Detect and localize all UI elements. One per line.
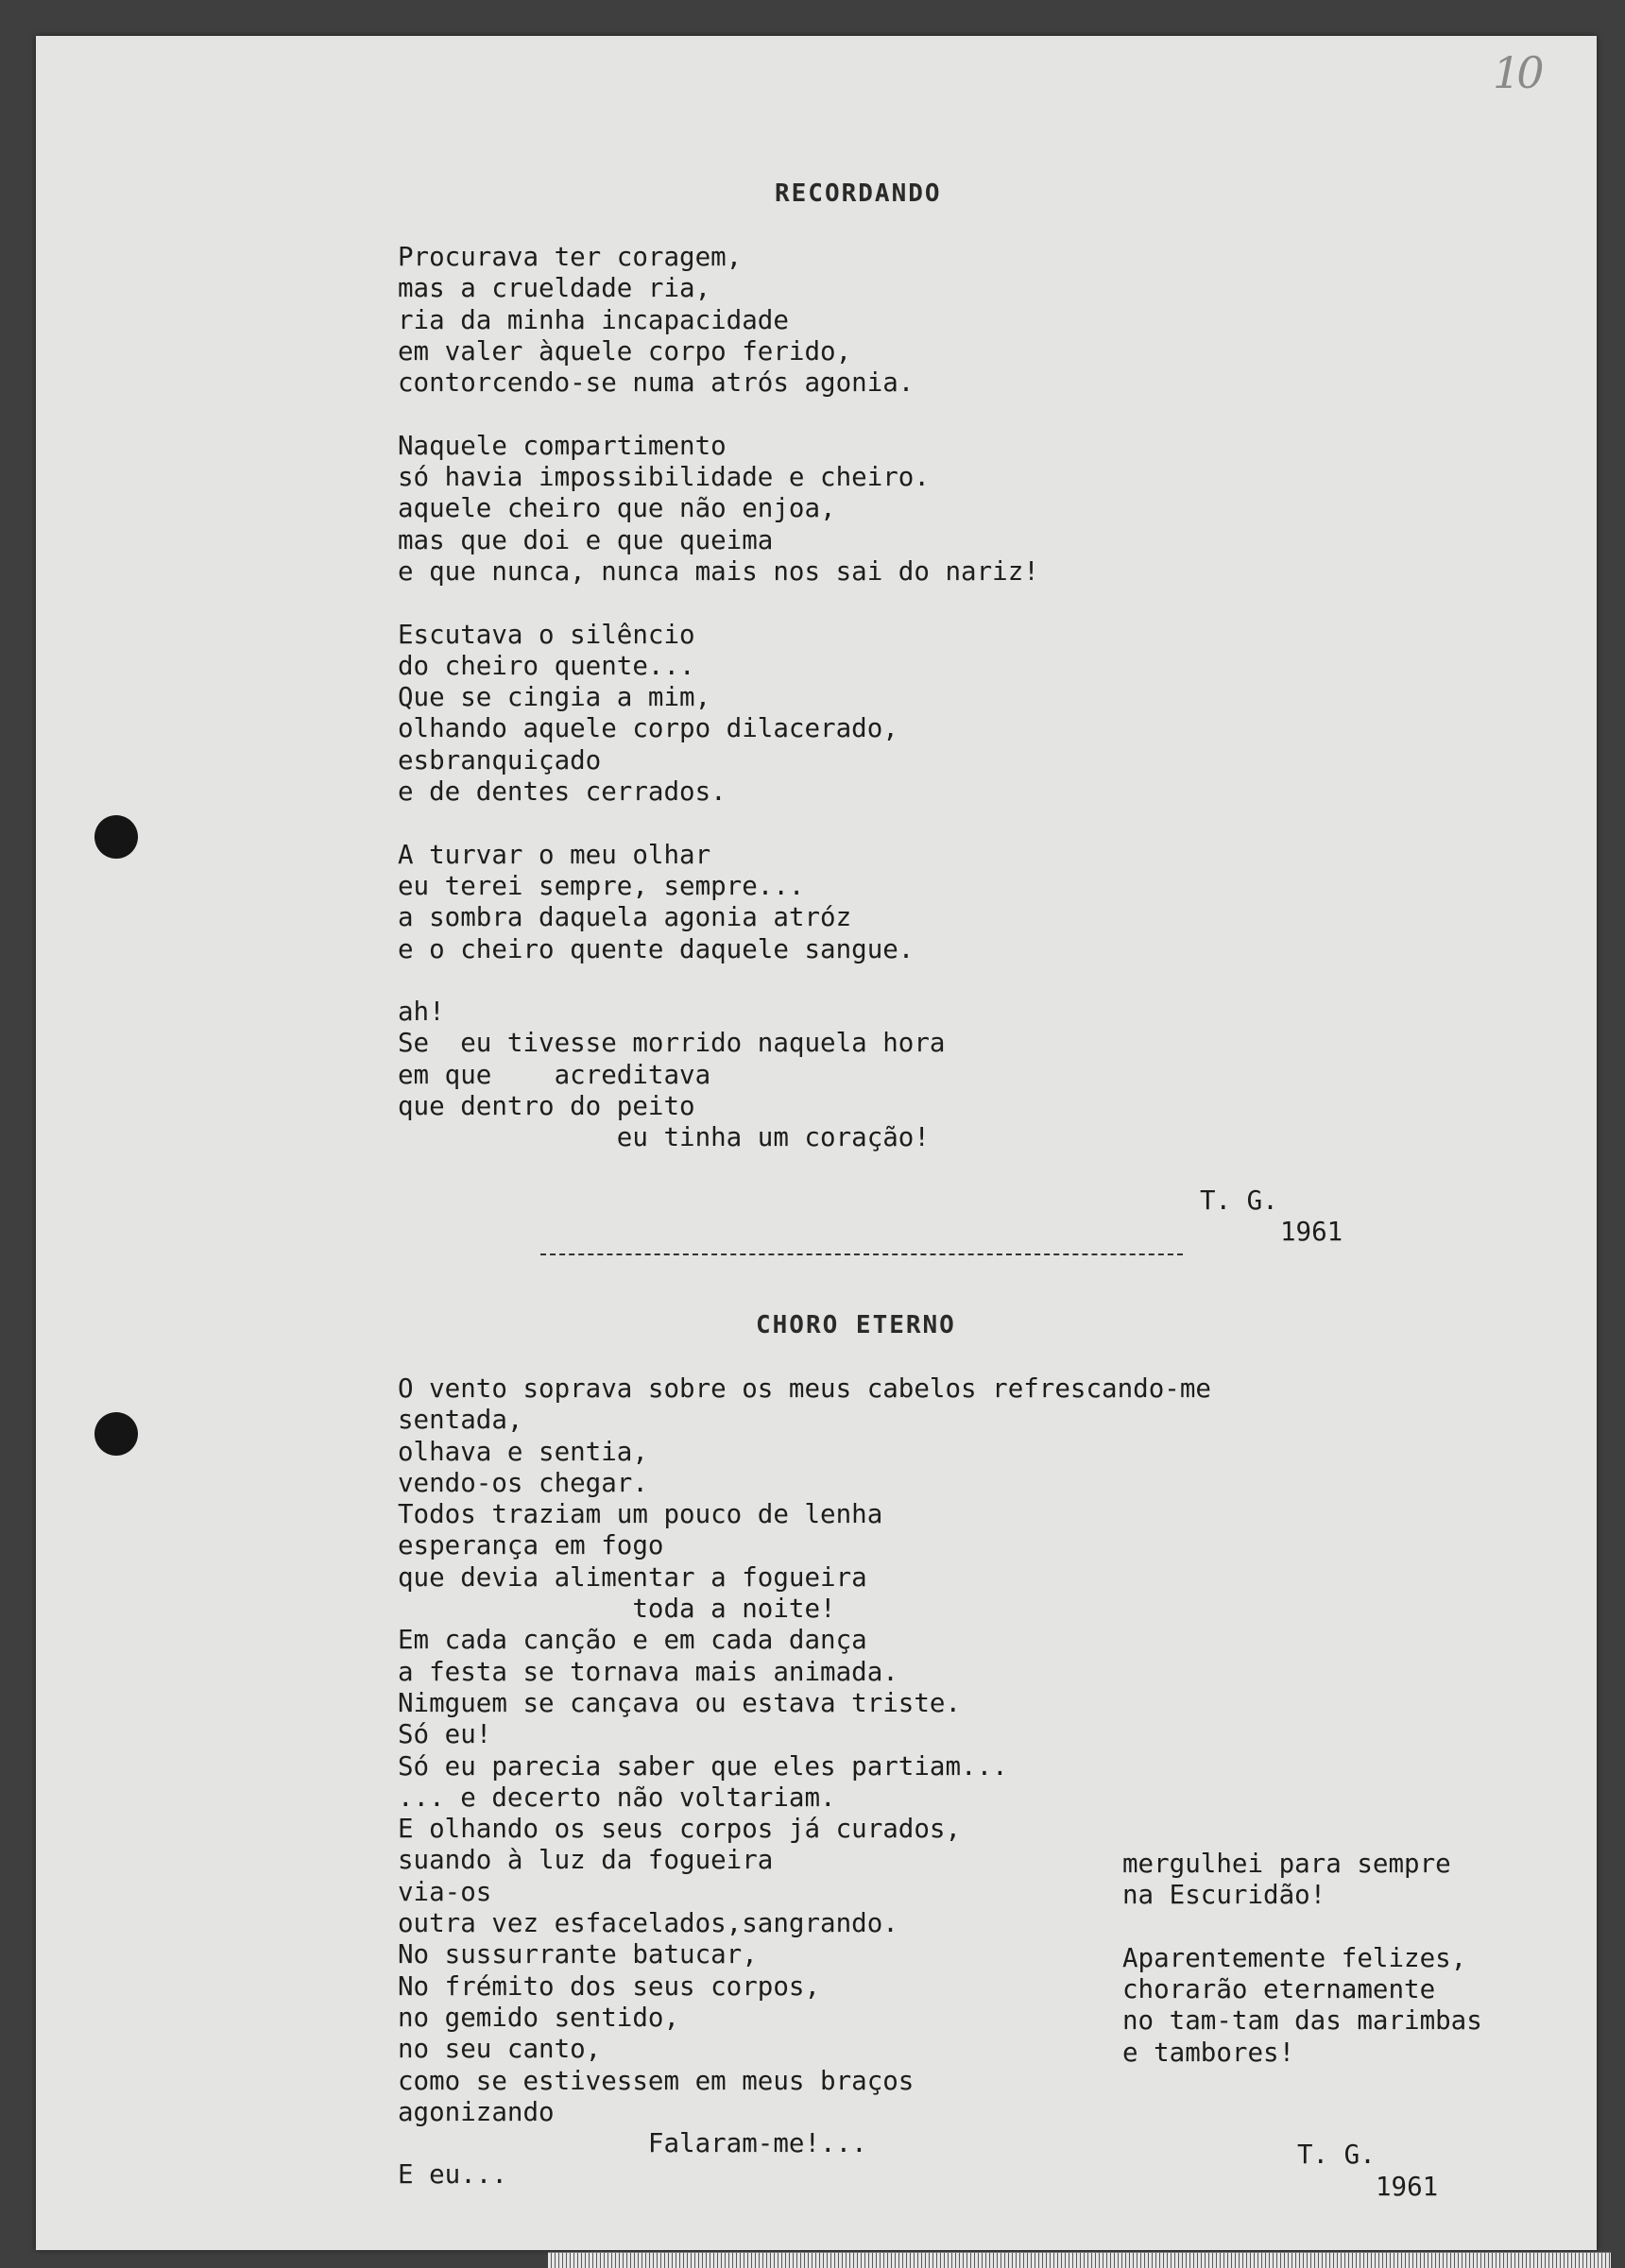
poem1-line: ah! [398, 997, 445, 1028]
poem2-line: E eu... [398, 2159, 507, 2191]
poem2-line: outra vez esfacelados,sangrando. [398, 1908, 898, 1939]
poem1-line: mas que doi e que queima [398, 524, 774, 555]
poem1-line [398, 965, 1039, 997]
poem2-line: suando à luz da fogueira [398, 1845, 774, 1876]
poem1-line: e o cheiro quente daquele sangue. [398, 933, 915, 964]
poem2-body [398, 1373, 1211, 2191]
poem2-continuation [1122, 1849, 1482, 2069]
poem2-line: No frémito dos seus corpos, [398, 1970, 821, 2002]
poem2-line: E olhando os seus corpos já curados, [398, 1814, 962, 1845]
poem1-line: esbranquiçado [398, 744, 602, 776]
punch-hole-top [94, 815, 138, 859]
poem2-line: que devia alimentar a fogueira [398, 1561, 867, 1593]
poem2-line: vendo-os chegar. [398, 1467, 648, 1498]
poem2-continuation-line: na Escuridão! [1122, 1880, 1326, 1911]
poem1-line: e de dentes cerrados. [398, 776, 727, 808]
poem1-year: 1961 [1280, 1217, 1343, 1247]
poem1-line: que dentro do peito [398, 1091, 695, 1122]
poem2-line: a festa se tornava mais animada. [398, 1656, 898, 1687]
poem1-line: eu tinha um coração! [398, 1122, 930, 1153]
poem2-continuation-line: mergulhei para sempre [1122, 1849, 1451, 1879]
poem2-line: O vento soprava sobre os meus cabelos refrescando-me [398, 1373, 1211, 1404]
poem2-line: agonizando [398, 2096, 555, 2127]
poem1-title: RECORDANDO [775, 179, 942, 208]
poem2-line: Todos traziam um pouco de lenha [398, 1499, 883, 1530]
poem1-line: eu terei sempre, sempre... [398, 870, 805, 901]
section-divider [540, 1253, 1183, 1255]
poem2-line: esperança em fogo [398, 1530, 664, 1561]
poem1-line: Se eu tivesse morrido naquela hora [398, 1028, 946, 1059]
poem2-line: Falaram-me!... [398, 2128, 867, 2159]
poem2-continuation-line: no tam-tam das marimbas [1122, 2005, 1482, 2037]
poem2-continuation-line [1122, 1912, 1482, 1943]
poem2-line: Só eu! [398, 1719, 492, 1750]
poem2-line: ... e decerto não voltariam. [398, 1782, 836, 1813]
poem2-line: Nimguem se cançava ou estava triste. [398, 1687, 962, 1718]
poem1-line [398, 808, 1039, 839]
poem1-line: Procurava ter coragem, [398, 242, 743, 272]
poem1-line: em que acreditava [398, 1059, 711, 1090]
poem1-line: do cheiro quente... [398, 650, 695, 681]
poem2-line: No sussurrante batucar, [398, 1939, 758, 1970]
poem2-line: toda a noite! [398, 1594, 836, 1625]
scale-ruler [548, 2252, 1611, 2268]
poem1-line: Escutava o silêncio [398, 619, 695, 650]
page-number: 10 [1493, 47, 1541, 98]
poem1-line: ria da minha incapacidade [398, 304, 789, 335]
poem2-line: sentada, [398, 1405, 523, 1436]
poem1-line: só havia impossibilidade e cheiro. [398, 462, 930, 493]
poem2-continuation-line: e tambores! [1122, 2037, 1295, 2068]
poem2-line: no gemido sentido, [398, 2002, 680, 2033]
poem1-line: aquele cheiro que não enjoa, [398, 493, 836, 524]
punch-hole-bottom [94, 1412, 138, 1456]
poem2-year: 1961 [1376, 2172, 1439, 2202]
poem1-line: a sombra daquela agonia atróz [398, 902, 852, 933]
poem1-line: A turvar o meu olhar [398, 839, 711, 870]
poem2-line: no seu canto, [398, 2034, 602, 2065]
poem2-title: CHORO ETERNO [756, 1311, 956, 1339]
poem1-line: em valer àquele corpo ferido, [398, 335, 852, 367]
poem1-line: mas a crueldade ria, [398, 273, 711, 304]
poem1-body [398, 242, 1039, 1154]
poem1-line: Que se cingia a mim, [398, 682, 711, 713]
poem2-line: Em cada canção e em cada dança [398, 1625, 867, 1656]
poem1-signature: T. G. [1200, 1185, 1278, 1216]
poem2-line: olhava e sentia, [398, 1436, 648, 1467]
poem1-line [398, 588, 1039, 619]
poem1-line: olhando aquele corpo dilacerado, [398, 713, 898, 744]
poem1-line: contorcendo-se numa atrós agonia. [398, 367, 915, 399]
poem1-line: Naquele compartimento [398, 430, 727, 461]
poem2-continuation-line: chorarão eternamente [1122, 1974, 1436, 2005]
poem2-line: via-os [398, 1876, 492, 1907]
poem2-continuation-line: Aparentemente felizes, [1122, 1942, 1467, 1973]
poem2-line: como se estivessem em meus braços [398, 2065, 915, 2096]
poem2-signature: T. G. [1297, 2140, 1376, 2170]
poem1-line: e que nunca, nunca mais nos sai do nariz! [398, 555, 1039, 587]
poem1-line [398, 399, 1039, 430]
poem2-line: Só eu parecia saber que eles partiam... [398, 1750, 1008, 1782]
